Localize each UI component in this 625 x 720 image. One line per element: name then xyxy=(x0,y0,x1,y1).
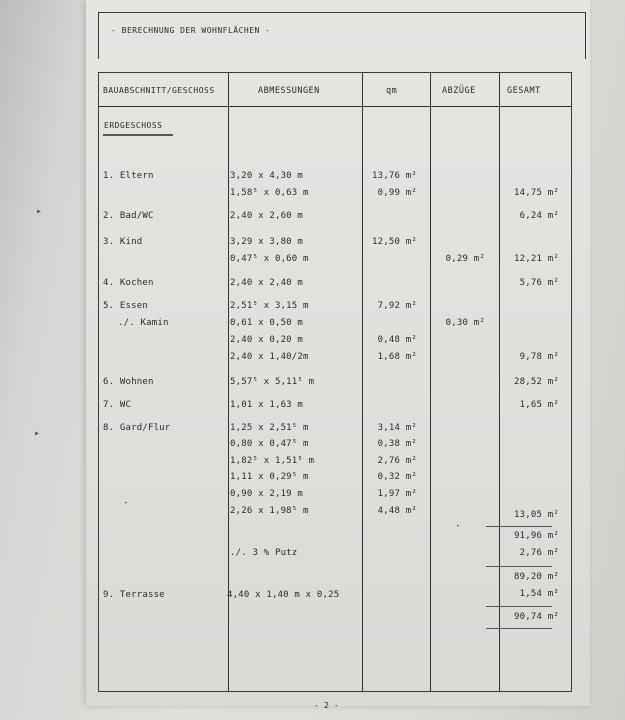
header-divider xyxy=(98,106,572,107)
row-deduction: 0,29 m² xyxy=(445,254,485,264)
row-qm: 0,32 m² xyxy=(377,472,417,482)
row-dims: 2,40 x 2,40 m xyxy=(230,278,304,288)
row-dims: 1,11 x 0,29⁵ m xyxy=(230,472,309,482)
row-qm: 3,14 m² xyxy=(377,423,417,433)
row-deduction: 0,30 m² xyxy=(445,318,485,328)
row-room: 3. Kind xyxy=(103,237,143,247)
row-qm: 4,48 m² xyxy=(377,506,417,516)
header-section: BAUABSCHNITT/GESCHOSS xyxy=(103,86,215,95)
row-total: 5,76 m² xyxy=(519,278,559,288)
margin-mark: ▸ xyxy=(34,428,41,439)
row-dims: 3,29 x 3,80 m xyxy=(230,237,304,247)
margin-mark: ▸ xyxy=(36,206,43,217)
page-number: - 2 - xyxy=(314,701,340,710)
row-total: 9,78 m² xyxy=(519,352,559,362)
pen-mark: • xyxy=(124,500,128,507)
putz-value: 2,76 m² xyxy=(519,548,559,558)
row-qm: 13,76 m² xyxy=(372,171,417,181)
row-dims: 0,47⁵ x 0,60 m xyxy=(230,254,309,264)
row-room: ./. Kamin xyxy=(118,318,169,328)
grand-total: 90,74 m² xyxy=(514,612,559,622)
row-dims: 2,40 x 1,40/2m xyxy=(230,352,309,362)
row-dims: 1,58⁵ x 0,63 m xyxy=(230,188,309,198)
row-qm: 2,76 m² xyxy=(377,456,417,466)
row-qm: 7,92 m² xyxy=(377,301,417,311)
gard-total: 13,05 m² xyxy=(514,510,559,520)
document-sheet xyxy=(86,0,590,710)
document-title: - BERECHNUNG DER WOHNFLÄCHEN - xyxy=(111,26,271,35)
row-dims: 0,61 x 0,50 m xyxy=(230,318,304,328)
terrace-total: 1,54 m² xyxy=(519,589,559,599)
row-dims: 2,26 x 1,98⁵ m xyxy=(230,506,309,516)
row-dims: 3,20 x 4,30 m xyxy=(230,171,304,181)
row-total: 28,52 m² xyxy=(514,377,559,387)
col-divider-2 xyxy=(362,72,363,692)
after-putz-line xyxy=(486,566,552,567)
row-room: 6. Wohnen xyxy=(103,377,154,387)
row-dims: 5,57⁵ x 5,11⁵ m xyxy=(230,377,315,387)
row-dims: 0,80 x 0,47⁵ m xyxy=(230,439,309,449)
floor-label: ERDGESCHOSS xyxy=(104,121,163,130)
row-room: 7. WC xyxy=(103,400,132,410)
row-room: 8. Gard/Flur xyxy=(103,423,171,433)
pen-mark: • xyxy=(456,523,460,530)
row-qm: 1,68 m² xyxy=(377,352,417,362)
grand-total-line-bottom xyxy=(486,628,552,629)
row-total: 1,65 m² xyxy=(519,400,559,410)
row-dims: 2,40 x 2,60 m xyxy=(230,211,304,221)
row-room: 2. Bad/WC xyxy=(103,211,154,221)
row-qm: 0,38 m² xyxy=(377,439,417,449)
row-total: 6,24 m² xyxy=(519,211,559,221)
terrace-room: 9. Terrasse xyxy=(103,590,165,600)
header-dims: ABMESSUNGEN xyxy=(258,86,320,96)
col-divider-3 xyxy=(430,72,431,692)
row-dims: 1,01 x 1,63 m xyxy=(230,400,304,410)
row-qm: 0,48 m² xyxy=(377,335,417,345)
row-dims: 2,51⁵ x 3,15 m xyxy=(230,301,309,311)
after-putz-total: 89,20 m² xyxy=(514,572,559,582)
row-qm: 1,97 m² xyxy=(377,489,417,499)
row-dims: 2,40 x 0,20 m xyxy=(230,335,304,345)
floor-label-underline xyxy=(103,134,173,136)
row-total: 14,75 m² xyxy=(514,188,559,198)
subtotal: 91,96 m² xyxy=(514,531,559,541)
subtotal-line xyxy=(486,526,552,527)
row-dims: 1,25 x 2,51⁵ m xyxy=(230,423,309,433)
row-dims: 0,90 x 2,19 m xyxy=(230,489,304,499)
title-box xyxy=(98,12,586,59)
row-qm: 0,99 m² xyxy=(377,188,417,198)
header-total: GESAMT xyxy=(507,86,541,96)
putz-label: ./. 3 % Putz xyxy=(230,548,298,558)
row-room: 5. Essen xyxy=(103,301,148,311)
row-qm: 12,50 m² xyxy=(372,237,417,247)
row-room: 4. Kochen xyxy=(103,278,154,288)
row-total: 12,21 m² xyxy=(514,254,559,264)
header-deductions: ABZÜGE xyxy=(442,86,476,96)
row-dims: 1,82⁵ x 1,51⁵ m xyxy=(230,456,315,466)
header-qm: qm xyxy=(386,86,398,96)
row-room: 1. Eltern xyxy=(103,171,154,181)
grand-total-line-top xyxy=(486,606,552,607)
terrace-dims: 4,40 x 1,40 m x 0,25 xyxy=(227,590,340,600)
